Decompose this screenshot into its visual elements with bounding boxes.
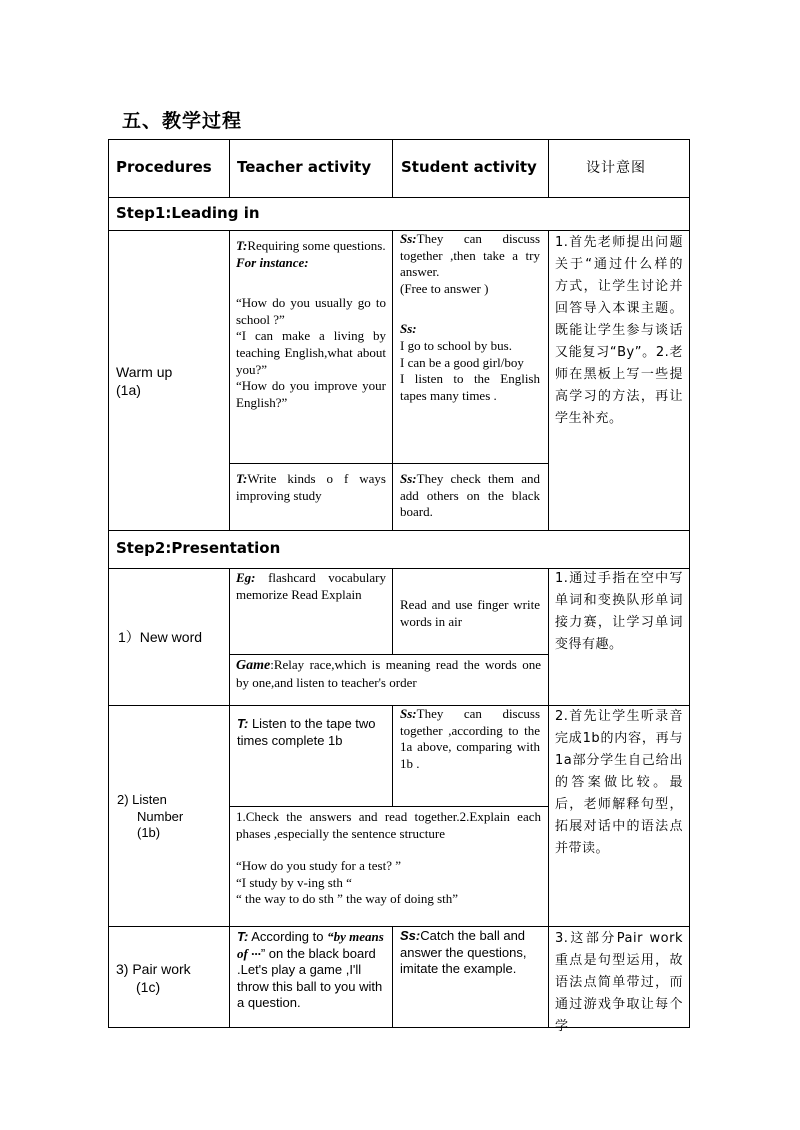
procedure-name: 2) Listen [117,792,167,807]
new-word-procedure: 1）New word [118,629,203,645]
teacher-text: According to [251,929,324,944]
table-border-top [108,139,690,140]
sentence-pattern: “How do you study for a test? ” [236,858,401,874]
table-border-left [108,139,109,1028]
procedure-subname: Number [137,808,184,824]
column-divider [392,139,393,198]
student-text: They check them and add others on the black board. [400,471,540,520]
warmup-teacher-activity-2 [236,471,386,504]
teacher-text: flashcard vocabulary memorize Read Explain [236,570,387,602]
student-prefix: Ss: [400,706,417,721]
listen-teacher-activity [237,716,387,749]
game-text: :Relay race,which is meaning read the words one by one,and listen to teacher's order [236,657,541,690]
pair-work-student-activity [400,928,542,978]
column-divider [392,705,393,807]
student-text: They can discuss together ,then take a try answer. [400,231,540,280]
column-divider [548,139,549,198]
student-prefix: Ss: [400,231,417,246]
row-divider [229,463,549,464]
teacher-text: Requiring some questions. [247,238,386,253]
explain-text: 1.Check the answers and read together.2.Explain each phases ,especially the sentence structure [236,809,541,841]
header-procedures: Procedures [116,158,212,176]
emphasis-phrase: “by means of ··· [237,929,384,961]
new-word-game-activity [236,657,541,691]
example-question: “How do you usually go to school ?” [236,295,386,327]
procedure-code: (1b) [137,825,161,840]
row-divider [108,530,690,531]
example-question: “I can make a living by teaching English,what about you?” [236,328,386,377]
procedure-code: (1a) [116,382,141,398]
pair-work-design-intent: 3.这部分Pair work重点是句型运用，故语法点简单带过，而通过游戏争取让每个学 [555,931,683,1034]
game-label: Game [236,658,271,673]
row-divider [229,806,549,807]
student-prefix: Ss: [400,928,421,943]
pair-work-teacher-activity [237,929,387,1012]
procedure-code: (1c) [136,979,161,995]
listen-student-activity [400,706,540,772]
student-answer: I can be a good girl/boy [400,354,524,370]
example-question: “How do you improve your English?” [236,378,386,410]
column-divider [548,230,549,531]
warmup-teacher-activity [236,238,386,411]
procedure-name: 3) Pair work [116,961,191,977]
sentence-pattern: “I study by v-ing sth “ [236,874,352,890]
listen-explain-activity [236,809,541,908]
column-divider [392,568,393,655]
column-divider [548,568,549,1028]
warmup-design-intent: 1.首先老师提出问题关于“通过什么样的方式，让学生讨论并回答导入本课主题。既能让学生参与谈话又能复习“By”。2.老师在黑板上写一些提高学习的方法，再让学生补充。 [555,235,683,426]
for-instance-label: For instance: [236,254,309,270]
row-divider [229,654,549,655]
column-divider [392,926,393,1028]
new-word-design-intent: 1.通过手指在空中写单词和变换队形单词接力赛，让学习单词变得有趣。 [555,571,683,652]
listen-design-intent: 2.首先让学生听录音完成1b的内容，再与1a部分学生自己给出的答案做比较。最后，老师解释句型，拓展对话中的语法点并带读。 [555,709,683,856]
teacher-prefix: T: [236,238,248,253]
step2-title: Step2:Presentation [116,539,281,557]
listen-procedure [117,792,183,842]
section-heading: 五、教学过程 [122,110,243,132]
column-divider [392,230,393,531]
row-divider [108,230,690,231]
column-divider [229,568,230,1028]
teacher-text: ” on the black board .Let's play a game ,I'll throw this ball to you with a question. [237,945,383,1011]
column-divider [229,230,230,531]
student-answer: I go to school by bus. [400,337,512,353]
column-divider [229,139,230,198]
procedure-name: Warm up [116,364,173,380]
student-text: Catch the ball and answer the questions, imitate the example. [400,928,527,977]
teacher-prefix: T: [237,716,249,731]
warmup-procedure [116,363,172,399]
warmup-student-activity-2 [400,471,540,521]
teacher-text: Write kinds o f ways improving study [236,471,386,503]
row-divider [108,926,690,927]
student-prefix: Ss: [400,471,417,486]
table-border-bottom [108,1027,690,1028]
new-word-student-activity: Read and use finger write words in air [400,597,540,629]
student-prefix: Ss: [400,321,417,337]
table-border-right [689,139,690,1028]
header-design-intent: 设计意图 [586,160,646,176]
row-divider [108,197,690,198]
header-teacher-activity: Teacher activity [237,158,372,176]
warmup-student-activity [400,231,540,404]
sentence-pattern: “ the way to do sth ” the way of doing sth” [236,891,459,907]
student-answer: I listen to the English tapes many times . [400,371,540,403]
student-note: (Free to answer ) [400,280,489,296]
header-student-activity: Student activity [401,158,537,176]
pair-work-procedure [116,960,191,996]
teacher-prefix: T: [236,471,248,486]
student-text: They can discuss together ,according to the 1a above, comparing with 1b . [400,706,540,771]
new-word-teacher-activity [236,570,386,603]
teacher-prefix: T: [237,929,249,944]
teacher-prefix: Eg: [236,570,256,585]
teacher-text: Listen to the tape two times complete 1b [237,716,376,748]
step1-title: Step1:Leading in [116,204,260,222]
